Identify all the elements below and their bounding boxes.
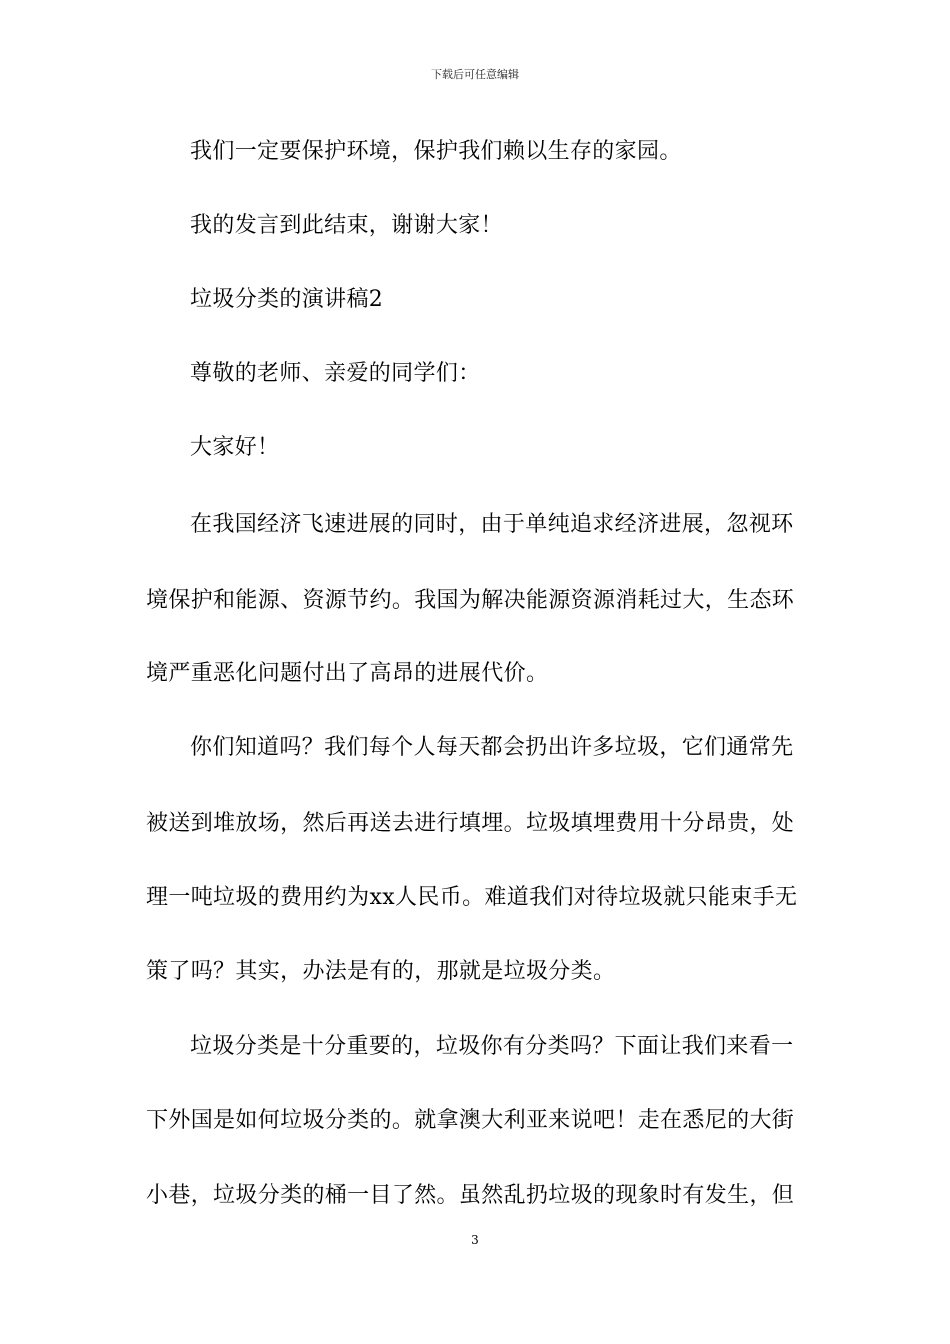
salutation-line: 尊敬的老师、亲爱的同学们：	[190, 361, 481, 386]
paragraph-line: 理一吨垃圾的费用约为xx人民币。难道我们对待垃圾就只能束手无	[146, 885, 798, 910]
paragraph-line: 策了吗？其实，办法是有的，那就是垃圾分类。	[146, 959, 616, 984]
paragraph-line: 垃圾分类是十分重要的，垃圾你有分类吗？下面让我们来看一	[190, 1034, 794, 1059]
paragraph-line: 在我国经济飞速进展的同时，由于单纯追求经济进展，忽视环	[190, 512, 794, 537]
paragraph-line: 境严重恶化问题付出了高昂的进展代价。	[146, 661, 549, 686]
section-title: 垃圾分类的演讲稿2	[190, 287, 384, 312]
paragraph-line: 境保护和能源、资源节约。我国为解决能源资源消耗过大，生态环	[146, 588, 795, 613]
page-number: 3	[471, 1233, 479, 1247]
greeting-line: 大家好！	[190, 435, 280, 460]
paragraph-line: 被送到堆放场，然后再送去进行填埋。垃圾填埋费用十分昂贵，处	[146, 811, 795, 836]
paragraph-line: 我的发言到此结束，谢谢大家！	[190, 213, 503, 238]
page-header: 下载后可任意编辑	[431, 68, 519, 81]
paragraph-line: 我们一定要保护环境，保护我们赖以生存的家园。	[190, 139, 682, 164]
paragraph-line: 下外国是如何垃圾分类的。就拿澳大利亚来说吧！走在悉尼的大街	[146, 1108, 795, 1133]
paragraph-line: 小巷，垃圾分类的桶一目了然。虽然乱扔垃圾的现象时有发生，但	[146, 1183, 795, 1208]
paragraph-line: 你们知道吗？我们每个人每天都会扔出许多垃圾，它们通常先	[190, 735, 794, 760]
